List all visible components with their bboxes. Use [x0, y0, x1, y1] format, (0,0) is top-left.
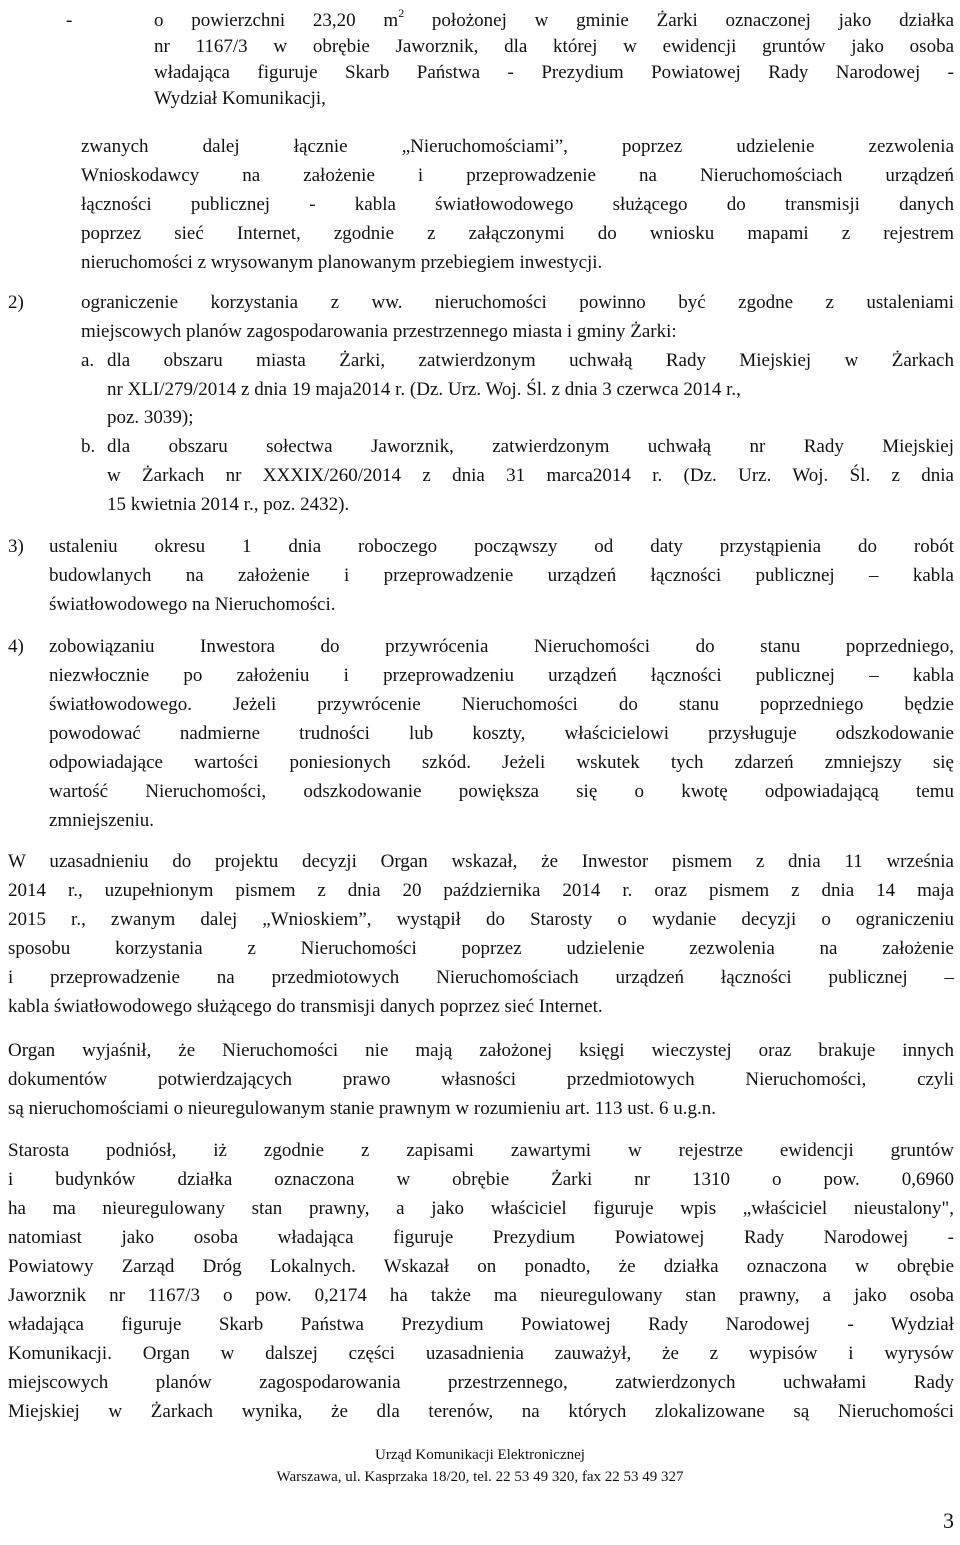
uzasadnienie-line-4: sposobu korzystania z Nieruchomości poprzez udzielenie zezwolenia na założenie: [8, 938, 954, 959]
item-4-marker: 4): [8, 636, 24, 657]
starosta-line-4: natomiast jako osoba władająca figuruje Prezydium Powiatowej Rady Narodowej -: [8, 1227, 954, 1248]
starosta-line-1: Starosta podniósł, iż zgodnie z zapisami zawartymi w rejestrze ewidencji gruntów: [8, 1140, 954, 1161]
dash-line-2: nr 1167/3 w obrębie Jaworznik, dla której w ewidencji gruntów jako osoba: [154, 36, 954, 57]
item-4-line-4: powodować nadmierne trudności lub koszty, właścicielowi przysługuje odszkodowanie: [49, 723, 954, 744]
item-2-line-2: miejscowych planów zagospodarowania przestrzennego miasta i gminy Żarki:: [81, 321, 677, 342]
item-4-line-3: światłowodowego. Jeżeli przywrócenie Nieruchomości do stanu poprzedniego będzie: [49, 694, 954, 715]
item-2-line-1: ograniczenie korzystania z ww. nieruchomości powinno być zgodne z ustaleniami: [81, 292, 954, 313]
uzasadnienie-line-5: i przeprowadzenie na przedmiotowych Nieruchomościach urządzeń łączności publicznej –: [8, 967, 954, 988]
item-2a-marker: a.: [81, 350, 95, 371]
starosta-line-8: Komunikacji. Organ w dalszej części uzasadnienia zauważył, że z wypisów i wyrysów: [8, 1343, 954, 1364]
item-2a-line-1: dla obszaru miasta Żarki, zatwierdzonym uchwałą Rady Miejskiej w Żarkach: [107, 350, 954, 371]
zwanych-line-5: nieruchomości z wrysowanym planowanym przebiegiem inwestycji.: [81, 252, 603, 273]
dash-line-1: [154, 5, 954, 34]
item-2b-line-2: w Żarkach nr XXXIX/260/2014 z dnia 31 marca2014 r. (Dz. Urz. Woj. Śl. z dnia: [107, 465, 954, 486]
dash-marker: -: [66, 10, 73, 31]
zwanych-line-2: Wnioskodawcy na założenie i przeprowadzenie na Nieruchomościach urządzeń: [81, 165, 954, 186]
footer-office: Urząd Komunikacji Elektronicznej: [375, 1447, 585, 1463]
item-3-line-1: ustaleniu okresu 1 dnia roboczego począwszy od daty przystąpienia do robót: [49, 536, 954, 557]
dash-line-1-text: o powierzchni 23,20 m: [154, 10, 399, 31]
item-4-line-5: odpowiadające wartości poniesionych szkód. Jeżeli wskutek tych zdarzeń zmniejszy się: [49, 752, 954, 773]
uzasadnienie-line-6: kabla światłowodowego służącego do transmisji danych poprzez sieć Internet.: [8, 996, 603, 1017]
starosta-line-5: Powiatowy Zarząd Dróg Lokalnych. Wskazał on ponadto, że działka oznaczona w obrębie: [8, 1256, 954, 1277]
item-3-marker: 3): [8, 536, 24, 557]
item-3-line-3: światłowodowego na Nieruchomości.: [49, 594, 336, 615]
starosta-line-3: ha ma nieuregulowany stan prawny, a jako właściciel figuruje wpis „właściciel nieustalony",: [8, 1198, 954, 1219]
item-2b-marker: b.: [81, 436, 96, 457]
item-2-marker: 2): [8, 292, 24, 313]
starosta-line-6: Jaworznik nr 1167/3 o pow. 0,2174 ha także ma nieuregulowany stan prawny, a jako osoba: [8, 1285, 954, 1306]
item-2a-line-2: nr XLI/279/2014 z dnia 19 maja2014 r. (Dz. Urz. Woj. Śl. z dnia 3 czerwca 2014 r.,: [107, 379, 741, 400]
superscript-2: 2: [398, 5, 405, 20]
zwanych-line-3: łączności publicznej - kabla światłowodowego służącego do transmisji danych: [81, 194, 954, 215]
item-4-line-6: wartość Nieruchomości, odszkodowanie powiększa się o kwotę odpowiadającą temu: [49, 781, 954, 802]
starosta-line-9: miejscowych planów zagospodarowania przestrzennego, zatwierdzonych uchwałami Rady: [8, 1372, 954, 1393]
dash-line-3: władająca figuruje Skarb Państwa - Prezydium Powiatowej Rady Narodowej -: [154, 62, 954, 83]
organ-line-3: są nieruchomościami o nieuregulowanym stanie prawnym w rozumieniu art. 113 ust. 6 u.g.n.: [8, 1098, 716, 1119]
dash-line-4: Wydział Komunikacji,: [154, 88, 326, 109]
item-4-line-7: zmniejszeniu.: [49, 810, 154, 831]
organ-line-2: dokumentów potwierdzających prawo własności przedmiotowych Nieruchomości, czyli: [8, 1069, 954, 1090]
item-2b-line-1: dla obszaru sołectwa Jaworznik, zatwierdzonym uchwałą nr Rady Miejskiej: [107, 436, 954, 457]
uzasadnienie-line-1: W uzasadnieniu do projektu decyzji Organ wskazał, że Inwestor pismem z dnia 11 września: [8, 851, 954, 872]
starosta-line-2: i budynków działka oznaczona w obrębie Żarki nr 1310 o pow. 0,6960: [8, 1169, 954, 1190]
starosta-line-10: Miejskiej w Żarkach wynika, że dla terenów, na których zlokalizowane są Nieruchomości: [8, 1401, 954, 1422]
zwanych-line-1: zwanych dalej łącznie „Nieruchomościami”, poprzez udzielenie zezwolenia: [81, 136, 954, 157]
item-2a-line-3: poz. 3039);: [107, 407, 194, 428]
item-2b-line-3: 15 kwietnia 2014 r., poz. 2432).: [107, 494, 350, 515]
organ-line-1: Organ wyjaśnił, że Nieruchomości nie mają założonej księgi wieczystej oraz brakuje innych: [8, 1040, 954, 1061]
zwanych-line-4: poprzez sieć Internet, zgodnie z załączonymi do wniosku mapami z rejestrem: [81, 223, 954, 244]
footer-address: Warszawa, ul. Kasprzaka 18/20, tel. 22 53 49 320, fax 22 53 49 327: [276, 1469, 684, 1485]
starosta-line-7: władająca figuruje Skarb Państwa Prezydium Powiatowej Rady Narodowej - Wydział: [8, 1314, 954, 1335]
page-number: 3: [943, 1508, 954, 1533]
item-3-line-2: budowlanych na założenie i przeprowadzenie urządzeń łączności publicznej – kabla: [49, 565, 954, 586]
uzasadnienie-line-2: 2014 r., uzupełnionym pismem z dnia 20 października 2014 r. oraz pismem z dnia 14 maja: [8, 880, 954, 901]
dash-line-1-rest: położonej w gminie Żarki oznaczonej jako działka: [404, 10, 954, 31]
item-4-line-2: niezwłocznie po założeniu i przeprowadzeniu urządzeń łączności publicznej – kabla: [49, 665, 954, 686]
item-4-line-1: zobowiązaniu Inwestora do przywrócenia Nieruchomości do stanu poprzedniego,: [49, 636, 954, 657]
uzasadnienie-line-3: 2015 r., zwanym dalej „Wnioskiem”, wystąpił do Starosty o wydanie decyzji o ograniczeniu: [8, 909, 954, 930]
